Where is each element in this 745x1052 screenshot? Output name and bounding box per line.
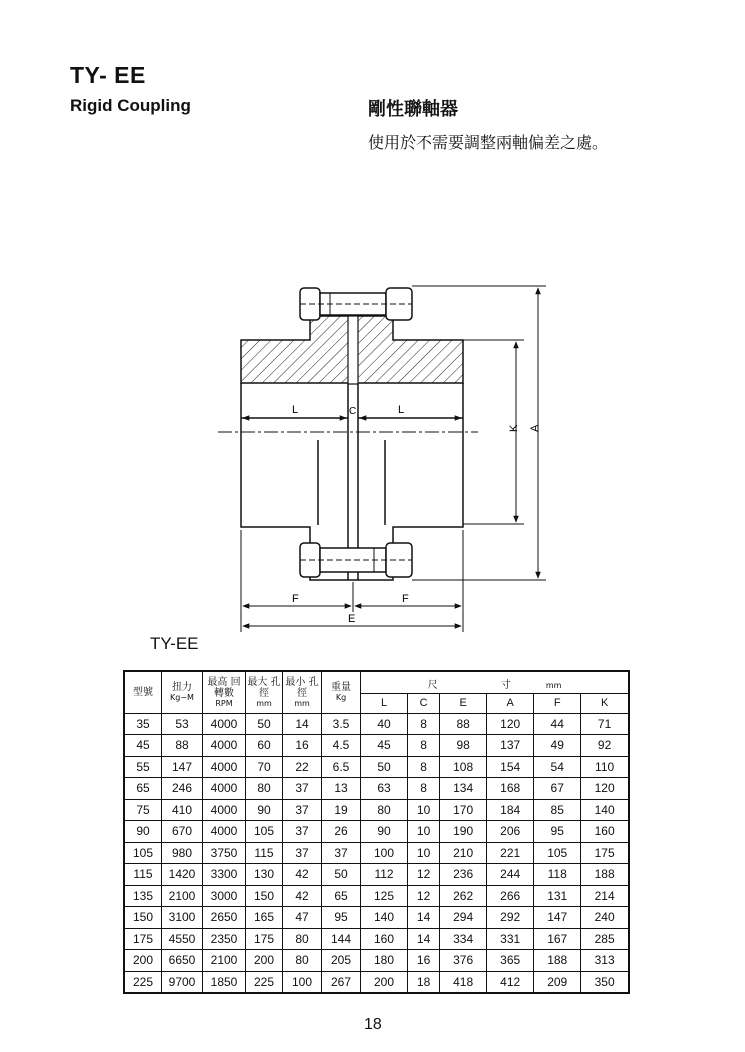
cell-f: 54 (534, 756, 581, 778)
cell-f: 118 (534, 864, 581, 886)
cell-model: 35 (124, 713, 162, 735)
cell-k: 285 (581, 928, 629, 950)
cell-weight: 4.5 (322, 735, 361, 757)
cell-min-bore: 22 (283, 756, 322, 778)
cell-a: 154 (487, 756, 534, 778)
cell-l: 90 (361, 821, 408, 843)
cell-k: 92 (581, 735, 629, 757)
cell-torque: 53 (162, 713, 203, 735)
cell-max-bore: 225 (246, 971, 283, 993)
cell-max-bore: 115 (246, 842, 283, 864)
header-dim-c: C (408, 693, 440, 713)
cell-min-bore: 100 (283, 971, 322, 993)
hub-section-hatched (241, 316, 463, 384)
cell-torque: 980 (162, 842, 203, 864)
cell-max-bore: 200 (246, 950, 283, 972)
table-row (124, 864, 629, 886)
title-chinese: 剛性聯軸器 (368, 99, 458, 120)
header-dim-k: K (581, 693, 629, 713)
cell-model: 115 (124, 864, 162, 886)
cell-c: 16 (408, 950, 440, 972)
cell-max-bore: 80 (246, 778, 283, 800)
cell-l: 50 (361, 756, 408, 778)
cell-torque: 88 (162, 735, 203, 757)
cell-e: 294 (440, 907, 487, 929)
cell-a: 221 (487, 842, 534, 864)
cell-f: 188 (534, 950, 581, 972)
header-dim-e: E (440, 693, 487, 713)
cell-model: 65 (124, 778, 162, 800)
cell-max-speed: 2650 (203, 907, 246, 929)
cell-c: 8 (408, 713, 440, 735)
cell-c: 8 (408, 756, 440, 778)
cell-max-speed: 4000 (203, 756, 246, 778)
cell-e: 190 (440, 821, 487, 843)
cell-min-bore: 37 (283, 799, 322, 821)
description-chinese: 使用於不需要調整兩軸偏差之處。 (368, 133, 609, 152)
cell-a: 137 (487, 735, 534, 757)
cell-f: 67 (534, 778, 581, 800)
cell-max-bore: 50 (246, 713, 283, 735)
cell-f: 147 (534, 907, 581, 929)
cell-model: 105 (124, 842, 162, 864)
cell-e: 108 (440, 756, 487, 778)
cell-c: 10 (408, 842, 440, 864)
cell-torque: 410 (162, 799, 203, 821)
table-row (124, 950, 629, 972)
cell-weight: 26 (322, 821, 361, 843)
cell-min-bore: 14 (283, 713, 322, 735)
table-row (124, 928, 629, 950)
cell-max-bore: 70 (246, 756, 283, 778)
label-f-right: F (402, 593, 409, 605)
cell-max-speed: 3300 (203, 864, 246, 886)
cell-weight: 267 (322, 971, 361, 993)
cell-k: 188 (581, 864, 629, 886)
cell-l: 100 (361, 842, 408, 864)
cell-l: 180 (361, 950, 408, 972)
table-row (124, 821, 629, 843)
cell-c: 14 (408, 907, 440, 929)
cell-model: 55 (124, 756, 162, 778)
cell-torque: 2100 (162, 885, 203, 907)
table-row (124, 971, 629, 993)
cell-c: 8 (408, 735, 440, 757)
title-english: Rigid Coupling (70, 96, 191, 115)
cell-min-bore: 80 (283, 928, 322, 950)
table-row (124, 756, 629, 778)
cell-k: 160 (581, 821, 629, 843)
cell-max-speed: 4000 (203, 799, 246, 821)
cell-e: 170 (440, 799, 487, 821)
cell-l: 63 (361, 778, 408, 800)
cell-c: 10 (408, 799, 440, 821)
cell-c: 8 (408, 778, 440, 800)
cell-torque: 1420 (162, 864, 203, 886)
cell-a: 266 (487, 885, 534, 907)
cell-model: 75 (124, 799, 162, 821)
cell-f: 49 (534, 735, 581, 757)
header-dimensions: 尺 寸 mm (361, 671, 630, 693)
cell-max-speed: 4000 (203, 713, 246, 735)
cell-a: 244 (487, 864, 534, 886)
cell-max-speed: 1850 (203, 971, 246, 993)
cell-l: 45 (361, 735, 408, 757)
cell-min-bore: 16 (283, 735, 322, 757)
cell-weight: 37 (322, 842, 361, 864)
header-dim-l: L (361, 693, 408, 713)
cell-f: 44 (534, 713, 581, 735)
cell-k: 140 (581, 799, 629, 821)
cell-model: 225 (124, 971, 162, 993)
cell-torque: 670 (162, 821, 203, 843)
cell-model: 135 (124, 885, 162, 907)
cell-model: 150 (124, 907, 162, 929)
cell-max-speed: 3750 (203, 842, 246, 864)
table-row (124, 713, 629, 735)
cell-e: 210 (440, 842, 487, 864)
cell-weight: 19 (322, 799, 361, 821)
cell-l: 80 (361, 799, 408, 821)
model-title: TY- EE (70, 62, 146, 88)
cell-weight: 205 (322, 950, 361, 972)
table-row (124, 885, 629, 907)
label-f-left: F (292, 593, 299, 605)
cell-weight: 3.5 (322, 713, 361, 735)
cell-c: 10 (408, 821, 440, 843)
cell-max-speed: 4000 (203, 778, 246, 800)
cell-c: 12 (408, 885, 440, 907)
cell-l: 112 (361, 864, 408, 886)
cell-a: 168 (487, 778, 534, 800)
table-row (124, 799, 629, 821)
bolt-top (300, 288, 412, 320)
cell-k: 120 (581, 778, 629, 800)
header-weight: 重量 Kg (322, 671, 361, 713)
cell-min-bore: 47 (283, 907, 322, 929)
cell-e: 88 (440, 713, 487, 735)
label-c: C (349, 406, 357, 417)
cell-model: 200 (124, 950, 162, 972)
cell-max-bore: 105 (246, 821, 283, 843)
cell-model: 45 (124, 735, 162, 757)
cell-model: 175 (124, 928, 162, 950)
cell-k: 110 (581, 756, 629, 778)
cell-k: 240 (581, 907, 629, 929)
cell-a: 365 (487, 950, 534, 972)
dimension-a (412, 286, 546, 580)
cell-max-bore: 130 (246, 864, 283, 886)
cell-max-speed: 2350 (203, 928, 246, 950)
cell-max-bore: 150 (246, 885, 283, 907)
cell-e: 418 (440, 971, 487, 993)
cell-c: 12 (408, 864, 440, 886)
cell-weight: 95 (322, 907, 361, 929)
cell-max-speed: 4000 (203, 735, 246, 757)
cell-max-speed: 2100 (203, 950, 246, 972)
table-caption: TY-EE (150, 634, 199, 653)
cell-l: 140 (361, 907, 408, 929)
cell-c: 18 (408, 971, 440, 993)
cell-l: 200 (361, 971, 408, 993)
cell-weight: 65 (322, 885, 361, 907)
cell-c: 14 (408, 928, 440, 950)
cell-k: 214 (581, 885, 629, 907)
cell-torque: 6650 (162, 950, 203, 972)
cell-max-bore: 175 (246, 928, 283, 950)
cell-max-speed: 4000 (203, 821, 246, 843)
cell-max-bore: 165 (246, 907, 283, 929)
cell-torque: 4550 (162, 928, 203, 950)
spec-table (123, 670, 630, 994)
cell-weight: 13 (322, 778, 361, 800)
label-k: K (508, 424, 520, 432)
label-e: E (348, 613, 356, 625)
cell-l: 125 (361, 885, 408, 907)
cell-min-bore: 80 (283, 950, 322, 972)
header-dim-f: F (534, 693, 581, 713)
table-row (124, 907, 629, 929)
header-torque: 扭力 Kg−M (162, 671, 203, 713)
cell-k: 175 (581, 842, 629, 864)
bolt-bottom (300, 543, 412, 577)
cell-torque: 246 (162, 778, 203, 800)
header-max-bore: 最大 孔徑 mm (246, 671, 283, 713)
cell-f: 167 (534, 928, 581, 950)
cell-a: 120 (487, 713, 534, 735)
cell-min-bore: 37 (283, 842, 322, 864)
header-min-bore: 最小 孔徑 mm (283, 671, 322, 713)
cell-e: 236 (440, 864, 487, 886)
cell-f: 95 (534, 821, 581, 843)
table-row (124, 735, 629, 757)
table-row (124, 842, 629, 864)
cell-f: 131 (534, 885, 581, 907)
cell-weight: 6.5 (322, 756, 361, 778)
cell-max-bore: 90 (246, 799, 283, 821)
cell-e: 134 (440, 778, 487, 800)
cell-k: 71 (581, 713, 629, 735)
label-l-right: L (398, 404, 405, 416)
cell-min-bore: 37 (283, 821, 322, 843)
cell-weight: 144 (322, 928, 361, 950)
page-number: 18 (364, 1016, 382, 1033)
cell-model: 90 (124, 821, 162, 843)
label-a: A (529, 424, 541, 432)
cell-max-bore: 60 (246, 735, 283, 757)
table-row (124, 778, 629, 800)
cell-torque: 3100 (162, 907, 203, 929)
cell-e: 262 (440, 885, 487, 907)
header-model: 型號 (124, 671, 162, 713)
cell-e: 334 (440, 928, 487, 950)
cell-min-bore: 37 (283, 778, 322, 800)
cell-a: 184 (487, 799, 534, 821)
cell-a: 206 (487, 821, 534, 843)
cell-e: 376 (440, 950, 487, 972)
cell-a: 412 (487, 971, 534, 993)
header-dim-a: A (487, 693, 534, 713)
cell-l: 40 (361, 713, 408, 735)
cell-min-bore: 42 (283, 885, 322, 907)
cell-a: 331 (487, 928, 534, 950)
cell-k: 350 (581, 971, 629, 993)
cell-k: 313 (581, 950, 629, 972)
cell-f: 85 (534, 799, 581, 821)
cell-torque: 147 (162, 756, 203, 778)
cell-f: 209 (534, 971, 581, 993)
cell-torque: 9700 (162, 971, 203, 993)
cell-e: 98 (440, 735, 487, 757)
cell-max-speed: 3000 (203, 885, 246, 907)
cell-a: 292 (487, 907, 534, 929)
cell-l: 160 (361, 928, 408, 950)
cell-min-bore: 42 (283, 864, 322, 886)
header-max-speed: 最高 回轉數 RPM (203, 671, 246, 713)
cell-weight: 50 (322, 864, 361, 886)
label-l-left: L (292, 404, 299, 416)
cell-f: 105 (534, 842, 581, 864)
